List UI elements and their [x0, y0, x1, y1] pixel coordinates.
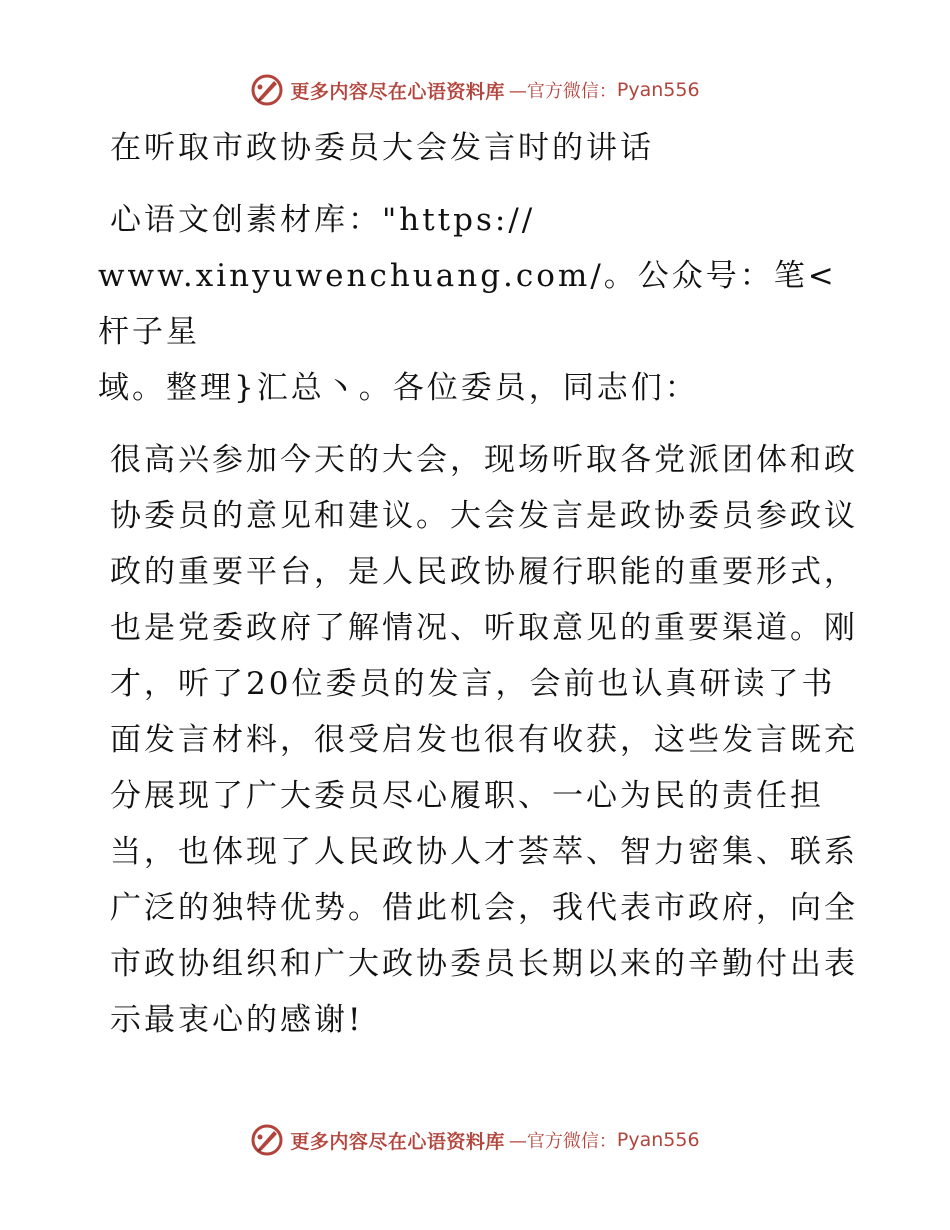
quill-pen-logo-icon: [250, 1123, 284, 1157]
paragraph-source-line-1: 心语文创素材库："https://: [110, 202, 536, 238]
document-title: 在听取市政协委员大会发言时的讲话: [110, 130, 654, 166]
document-body: [98, 120, 858, 1048]
paragraph-source-line-3: 域。整理}汇总丶。各位委员，同志们：: [98, 370, 699, 406]
paragraph-body: 很高兴参加今天的大会，现场听取各党派团体和政协委员的意见和建议。大会发言是政协委员参政议政的重要平台，是人民政协履行职能的重要形式，也是党委政府了解情况、听取意见的重要渠道。刚才，听了20位委员的发言，会前也认真研读了书面发言材料，很受启发也很有收获，这些发言既充分展现了广大委员尽心履职、一心为民的责任担当，也体现了人民政协人才荟萃、智力密集、联系广泛的独特优势。借此机会，我代表市政府，向全市政协组织和广大政协委员长期以来的辛勤付出表示最衷心的感谢!: [110, 442, 858, 1038]
footer-separator-text: —官方微信：: [508, 1131, 617, 1152]
banner-separator-text: —官方微信：: [508, 81, 617, 102]
footer-banner: [0, 1120, 950, 1160]
banner-wechat-id: Pyan556: [616, 79, 700, 101]
footer-wechat-id: Pyan556: [616, 1129, 700, 1151]
banner-main-text: 更多内容尽在心语资料库: [290, 80, 505, 103]
footer-main-text: 更多内容尽在心语资料库: [290, 1130, 505, 1153]
header-banner: [0, 70, 950, 110]
paragraph-source-line-2: www.xinyuwenchuang.com/。公众号：笔<杆子星: [98, 258, 837, 350]
quill-pen-logo-icon: [250, 73, 284, 107]
